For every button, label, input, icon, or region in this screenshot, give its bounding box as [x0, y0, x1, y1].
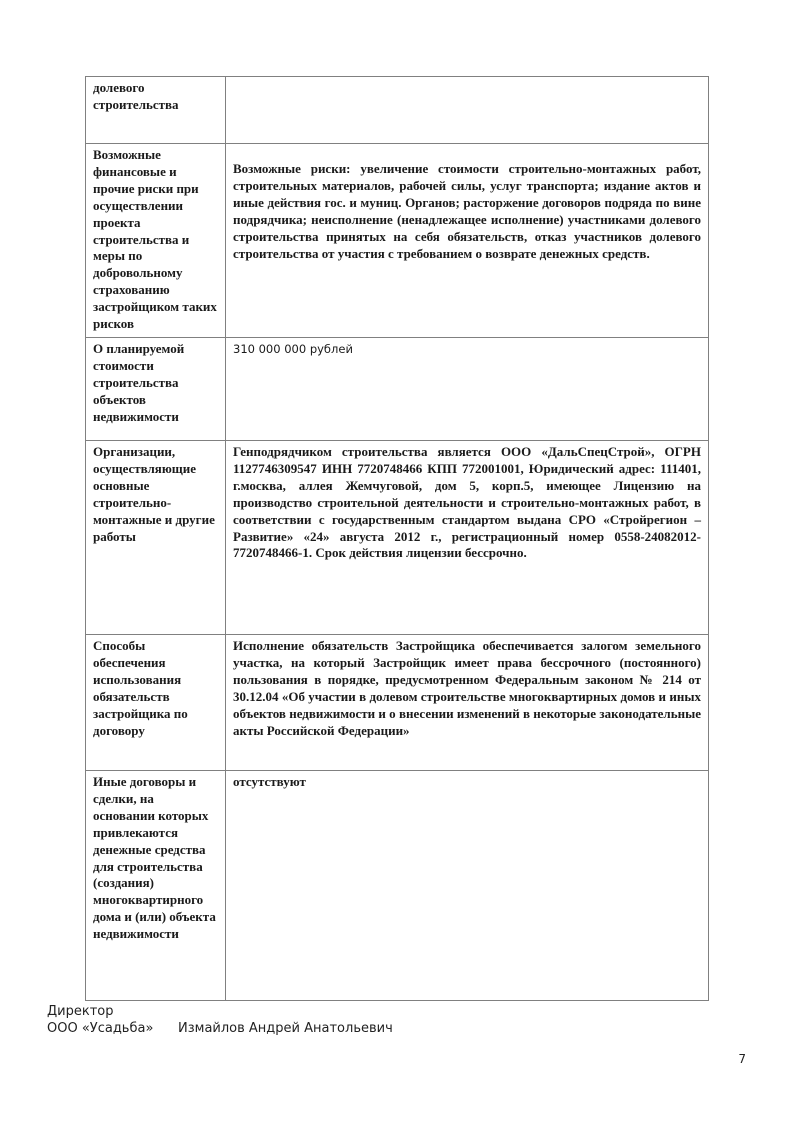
row-value [226, 77, 709, 144]
row-value: Исполнение обязательств Застройщика обеспечивается залогом земельного участка, на который Застройщик имеет права бессрочного (постоянного) пользования в порядке, предусмотренном Федеральным законом № 214 от 30.12.04 «Об участии в долевом строительстве многоквартирных домов и иных объектов недвижимости и о внесении изменений в некоторые законодательные акты Российской Федерации» [226, 634, 709, 770]
row-label: Возможные финансовые и прочие риски при осуществлении проекта строительства и меры по добровольному страхованию застройщиком таких рисков [86, 144, 226, 338]
table-row [86, 144, 709, 338]
table-row [86, 634, 709, 770]
table-row [86, 77, 709, 144]
signatory-name: Измайлов Андрей Анатольевич [178, 1021, 393, 1036]
signatory-company: ООО «Усадьба» [47, 1021, 154, 1036]
signatory-position: Директор [47, 1004, 114, 1019]
row-label: долевого строительства [86, 77, 226, 144]
info-table [85, 76, 709, 1001]
row-value: отсутствуют [226, 770, 709, 1000]
row-label: О планируемой стоимости строительства объектов недвижимости [86, 337, 226, 440]
table-row [86, 440, 709, 634]
row-label: Способы обеспечения использования обязательств застройщика по договору [86, 634, 226, 770]
row-label: Иные договоры и сделки, на основании которых привлекаются денежные средства для строительства (создания) многоквартирного дома и (или) объекта недвижимости [86, 770, 226, 1000]
table-row [86, 770, 709, 1000]
row-label: Организации, осуществляющие основные строительно-монтажные и другие работы [86, 440, 226, 634]
row-value: Возможные риски: увеличение стоимости строительно-монтажных работ, строительных материалов, рабочей силы, услуг транспорта; издание актов и иные действия гос. и муниц. Органов; расторжение договоров подряда по вине подрядчика; неисполнение (ненадлежащее исполнение) участниками долевого строительства принятых на себя обязательств, отказ участников долевого строительства от участия с требованием о возврате денежных средств. [226, 144, 709, 338]
row-value: 310 000 000 рублей [226, 337, 709, 440]
page-number: 7 [738, 1052, 746, 1066]
table-row [86, 337, 709, 440]
row-value: Генподрядчиком строительства является ООО «ДальСпецСтрой», ОГРН 1127746309547 ИНН 7720748466 КПП 772001001, Юридический адрес: 111401, г.москва, аллея Жемчуговой, дом 5, корп.5, имеющее Лицензию на производство строительной деятельности и строительно-монтажных работ, в соответствии с государственным стандартом выдана СРО «Стройрегион – Развитие» «24» августа 2012 г., регистрационный номер 0558-24082012-7720748466-1. Срок действия лицензии бессрочно. [226, 440, 709, 634]
